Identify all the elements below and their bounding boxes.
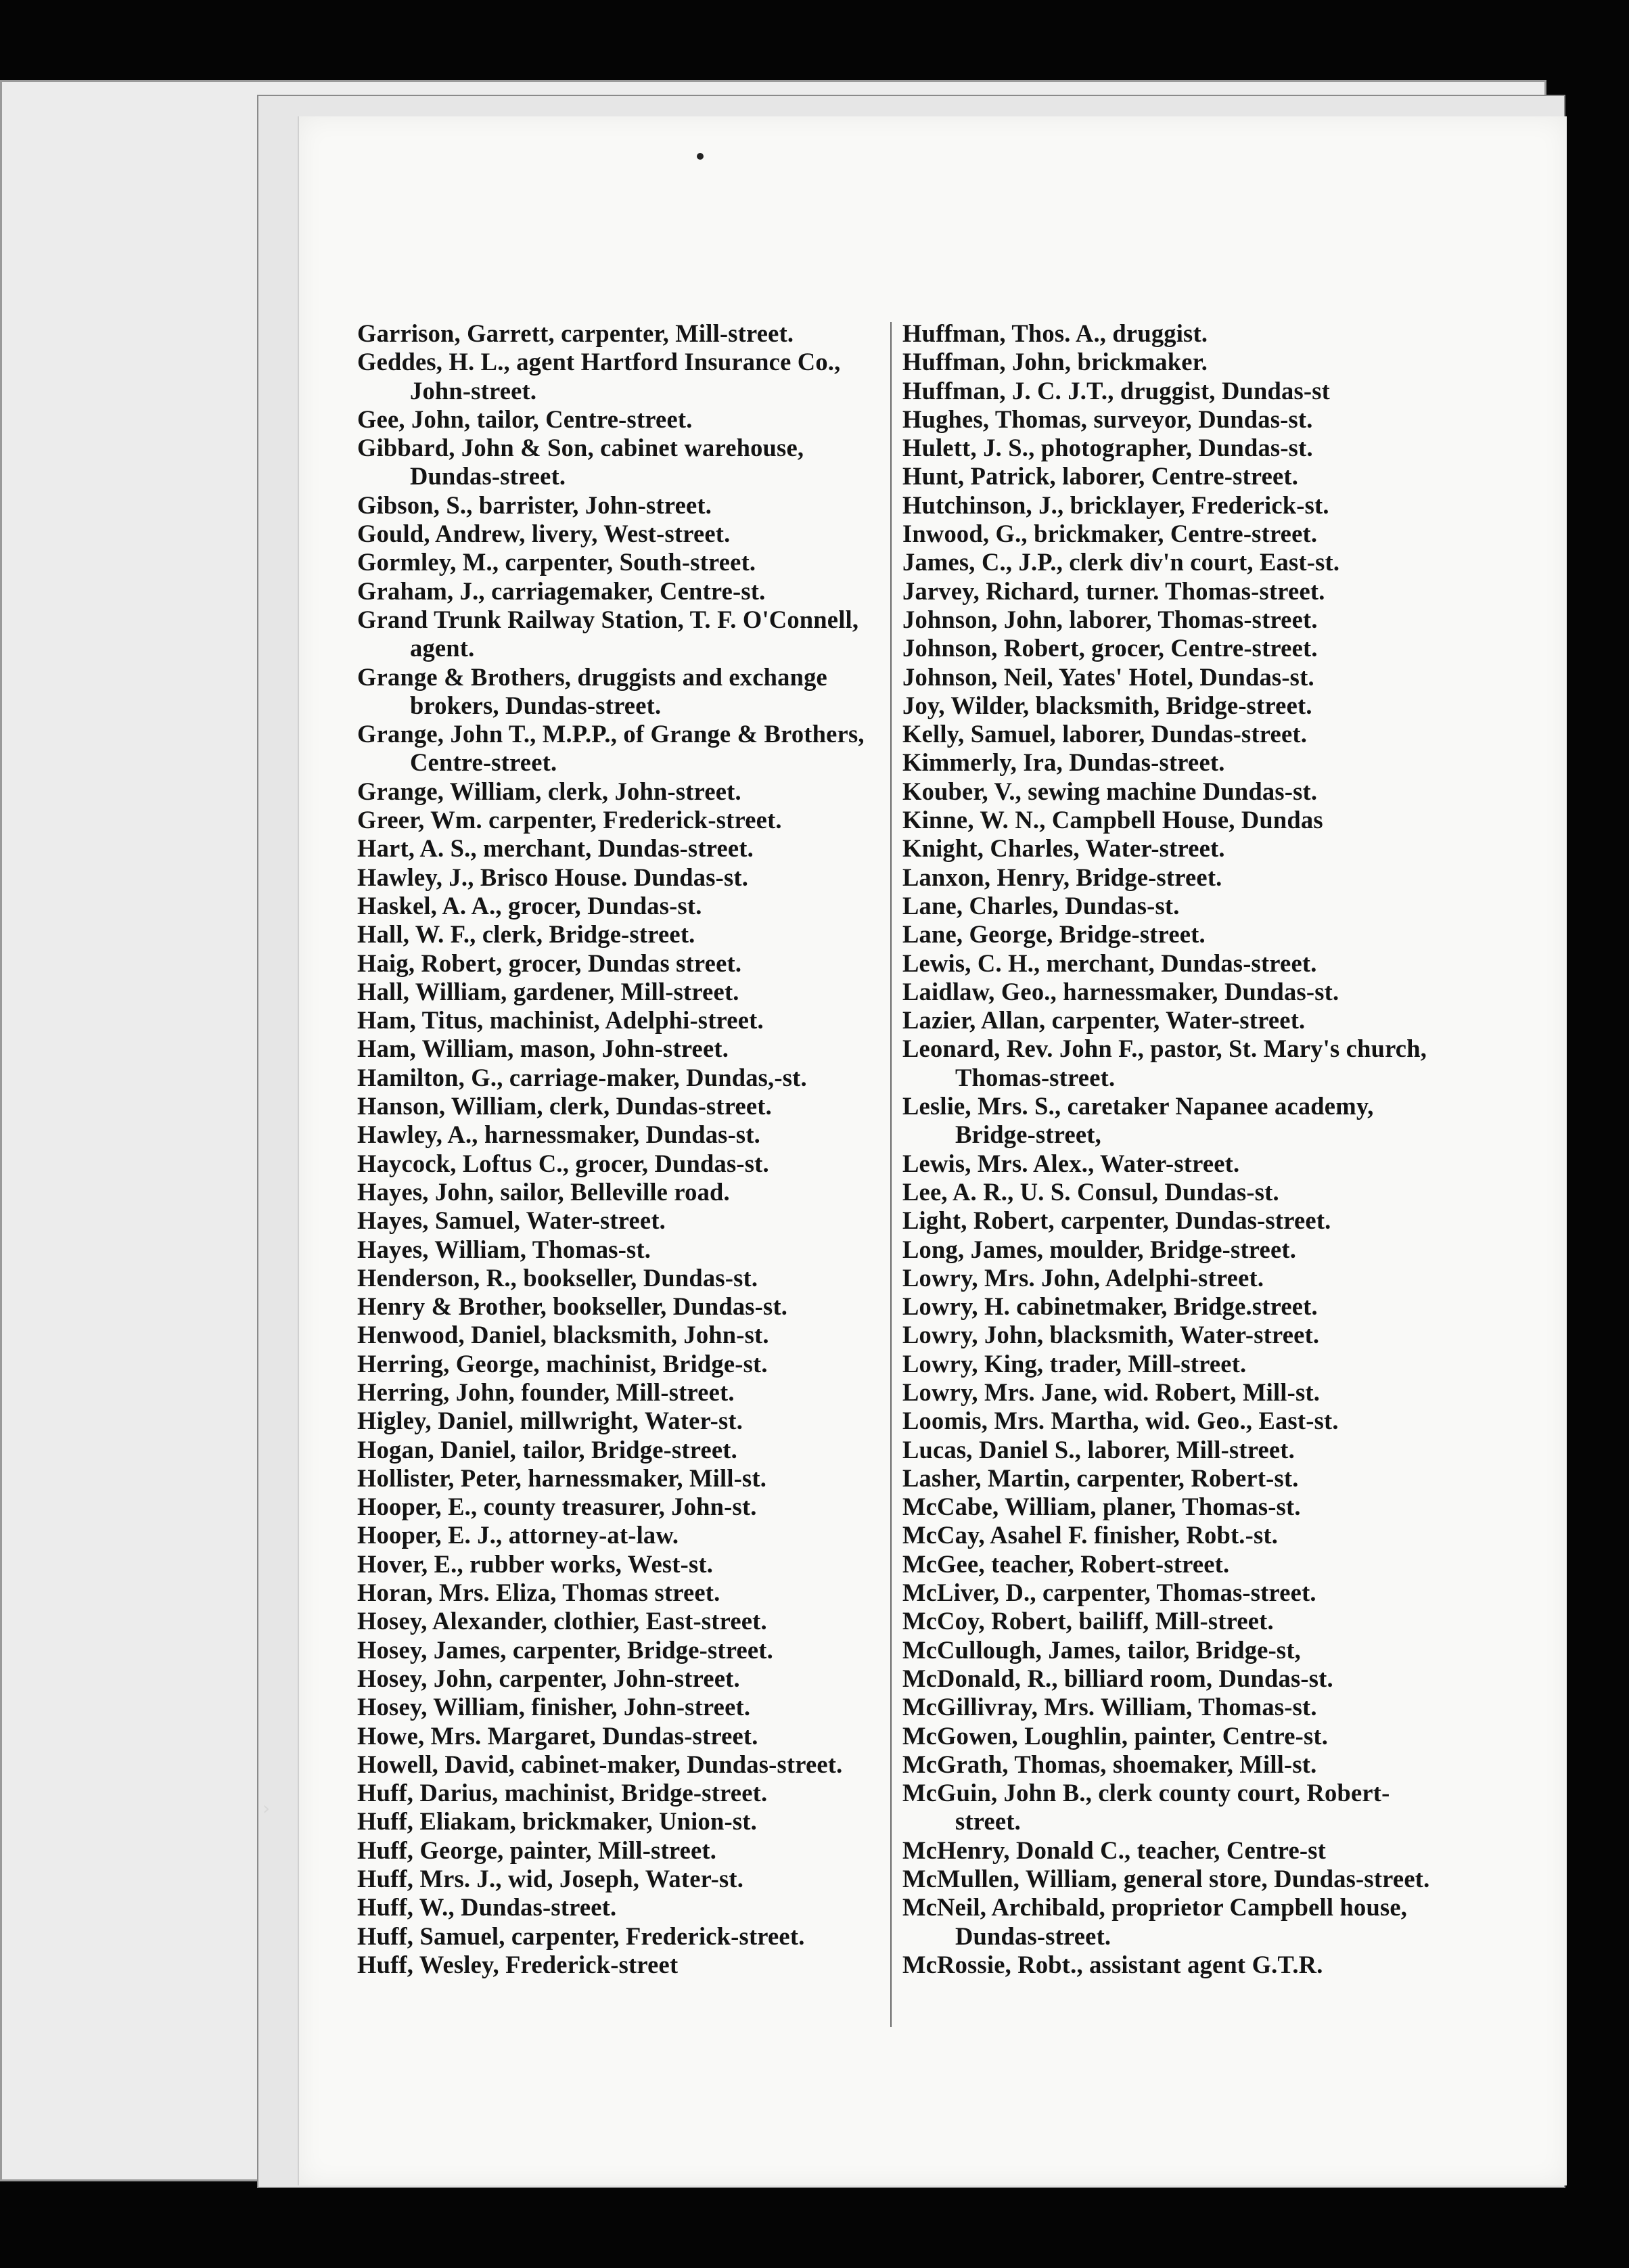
directory-entry: Hutchinson, J., bricklayer, Frederick-st. [902,491,1329,519]
directory-entry: Gee, John, tailor, Centre-street. [357,405,693,433]
directory-entry: Huffman, J. C. J.T., druggist, Dundas-st [902,376,1330,405]
directory-entry: Garrison, Garrett, carpenter, Mill-street. [357,319,794,347]
directory-entry: Lane, George, Bridge-street. [902,920,1206,949]
directory-entry: Johnson, Neil, Yates' Hotel, Dundas-st. [902,662,1314,691]
directory-entry: Henderson, R., bookseller, Dundas-st. [357,1263,758,1292]
directory-entry: Horan, Mrs. Eliza, Thomas street. [357,1579,720,1607]
directory-entry: Graham, J., carriagemaker, Centre-st. [357,576,766,605]
directory-entry: Lewis, C. H., merchant, Dundas-street. [902,949,1317,977]
directory-entry: Hosey, John, carpenter, John-street. [357,1664,740,1692]
directory-entry: Hanson, William, clerk, Dundas-street. [357,1092,772,1120]
directory-entry: Lowry, Mrs. Jane, wid. Robert, Mill-st. [902,1378,1321,1406]
directory-entry: Leslie, Mrs. S., caretaker Napanee academy, Bridge-street, [902,1092,1374,1149]
directory-entry: Haskel, A. A., grocer, Dundas-st. [357,891,702,920]
column-divider [890,322,892,2027]
directory-entry: Kimmerly, Ira, Dundas-street. [902,748,1225,777]
margin-mark: › [262,1797,271,1819]
directory-entry: McDonald, R., billiard room, Dundas-st. [902,1664,1333,1692]
directory-entry: Huffman, Thos. A., druggist. [902,319,1208,347]
directory-entry: Henwood, Daniel, blacksmith, John-st. [357,1321,769,1349]
directory-entry: Hayes, William, Thomas-st. [357,1235,651,1263]
directory-entry: Grange & Brothers, druggists and exchange brokers, Dundas-street. [357,662,827,719]
directory-entry: McCabe, William, planer, Thomas-st. [902,1493,1301,1521]
directory-entry: Huff, Wesley, Frederick-street [357,1950,679,1978]
ink-dot [697,153,704,160]
directory-entry: Grand Trunk Railway Station, T. F. O'Connell, agent. [357,605,859,662]
directory-entry: James, C., J.P., clerk div'n court, East-st. [902,548,1340,576]
directory-entry: McNeil, Archibald, proprietor Campbell house, Dundas-street. [902,1893,1408,1950]
directory-entry: McLiver, D., carpenter, Thomas-street. [902,1579,1316,1607]
directory-entry: Hover, E., rubber works, West-st. [357,1549,714,1578]
directory-entry: Grange, John T., M.P.P., of Grange & Brothers, Centre-street. [357,720,865,777]
directory-entry: Hooper, E., county treasurer, John-st. [357,1493,757,1521]
directory-entry: Greer, Wm. carpenter, Frederick-street. [357,806,782,834]
directory-entry: Lee, A. R., U. S. Consul, Dundas-st. [902,1177,1279,1206]
directory-entry: Hollister, Peter, harnessmaker, Mill-st. [357,1464,767,1492]
directory-entry: Hall, William, gardener, Mill-street. [357,977,739,1005]
directory-entry: Hawley, J., Brisco House. Dundas-st. [357,863,749,891]
directory-entry: Ham, Titus, machinist, Adelphi-street. [357,1006,764,1035]
directory-entry: Haycock, Loftus C., grocer, Dundas-st. [357,1149,769,1177]
directory-entry: Knight, Charles, Water-street. [902,834,1225,863]
directory-entry: Long, James, moulder, Bridge-street. [902,1235,1297,1263]
directory-entry: Hughes, Thomas, surveyor, Dundas-st. [902,405,1313,433]
directory-entry: Huff, Samuel, carpenter, Frederick-street. [357,1922,805,1950]
directory-entry: McGee, teacher, Robert-street. [902,1549,1230,1578]
directory-entry: Huffman, John, brickmaker. [902,348,1208,376]
directory-entry: Hawley, A., harnessmaker, Dundas-st. [357,1120,761,1149]
directory-entry: Herring, John, founder, Mill-street. [357,1378,735,1406]
directory-entry: Hosey, Alexander, clothier, East-street. [357,1607,767,1635]
directory-entry: Lasher, Martin, carpenter, Robert-st. [902,1464,1299,1492]
directory-entry: Hayes, John, sailor, Belleville road. [357,1177,730,1206]
directory-entry: Herring, George, machinist, Bridge-st. [357,1349,768,1378]
directory-entry: Hamilton, G., carriage-maker, Dundas,-st. [357,1063,807,1091]
directory-entry: Kouber, V., sewing machine Dundas-st. [902,777,1318,805]
directory-entry: Huff, Darius, machinist, Bridge-street. [357,1779,768,1807]
directory-entry: Haig, Robert, grocer, Dundas street. [357,949,742,977]
directory-entry: McRossie, Robt., assistant agent G.T.R. [902,1950,1323,1978]
directory-entry: Hart, A. S., merchant, Dundas-street. [357,834,754,863]
directory-entry: Jarvey, Richard, turner. Thomas-street. [902,576,1325,605]
directory-entry: McGillivray, Mrs. William, Thomas-st. [902,1693,1317,1721]
directory-entry: McHenry, Donald C., teacher, Centre-st [902,1836,1326,1864]
directory-entry: Hulett, J. S., photographer, Dundas-st. [902,434,1313,462]
directory-entry: McCoy, Robert, bailiff, Mill-street. [902,1607,1274,1635]
directory-entry: Huff, W., Dundas-street. [357,1893,617,1922]
directory-entry: Lowry, Mrs. John, Adelphi-street. [902,1263,1264,1292]
directory-entry: Hunt, Patrick, laborer, Centre-street. [902,462,1299,491]
directory-entry: Huff, Eliakam, brickmaker, Union-st. [357,1807,757,1836]
directory-entry: Johnson, John, laborer, Thomas-street. [902,605,1318,633]
directory-entry: Howell, David, cabinet-maker, Dundas-street. [357,1750,843,1778]
directory-entry: Howe, Mrs. Margaret, Dundas-street. [357,1721,758,1750]
directory-entry: Gibson, S., barrister, John-street. [357,491,712,519]
directory-entry: Hooper, E. J., attorney-at-law. [357,1521,679,1549]
directory-entry: Ham, William, mason, John-street. [357,1035,729,1063]
directory-entry: McGuin, John B., clerk county court, Robert-street. [902,1779,1390,1836]
directory-entry: Hosey, James, carpenter, Bridge-street. [357,1635,773,1664]
directory-entry: Gibbard, John & Son, cabinet warehouse, Dundas-street. [357,434,804,491]
directory-entry: Hogan, Daniel, tailor, Bridge-street. [357,1435,737,1464]
directory-entry: Lewis, Mrs. Alex., Water-street. [902,1149,1240,1177]
directory-entry: Lowry, John, blacksmith, Water-street. [902,1321,1320,1349]
directory-entry: Grange, William, clerk, John-street. [357,777,741,805]
directory-entry: McGowen, Loughlin, painter, Centre-st. [902,1721,1329,1750]
directory-entry: Hayes, Samuel, Water-street. [357,1206,666,1235]
directory-entry: Henry & Brother, bookseller, Dundas-st. [357,1292,788,1321]
directory-entry: Hall, W. F., clerk, Bridge-street. [357,920,695,949]
directory-entry: Loomis, Mrs. Martha, wid. Geo., East-st. [902,1407,1339,1435]
directory-entry: Leonard, Rev. John F., pastor, St. Mary's church, Thomas-street. [902,1035,1427,1091]
directory-entry: Kelly, Samuel, laborer, Dundas-street. [902,720,1308,748]
directory-entry: Laidlaw, Geo., harnessmaker, Dundas-st. [902,977,1339,1005]
directory-entry: Huff, George, painter, Mill-street. [357,1836,717,1864]
directory-entry: Hosey, William, finisher, John-street. [357,1693,751,1721]
directory-entry: Lucas, Daniel S., laborer, Mill-street. [902,1435,1295,1464]
left-directory-column [357,319,885,1979]
directory-entry: Gould, Andrew, livery, West-street. [357,520,731,548]
directory-entry: McGrath, Thomas, shoemaker, Mill-st. [902,1750,1317,1778]
directory-entry: Gormley, M., carpenter, South-street. [357,548,756,576]
directory-entry: Lazier, Allan, carpenter, Water-street. [902,1006,1306,1035]
directory-entry: Lowry, King, trader, Mill-street. [902,1349,1247,1378]
right-directory-column [902,319,1444,1979]
directory-entry: Lowry, H. cabinetmaker, Bridge.street. [902,1292,1318,1321]
directory-entry: Huff, Mrs. J., wid, Joseph, Water-st. [357,1865,744,1893]
directory-entry: Inwood, G., brickmaker, Centre-street. [902,520,1318,548]
directory-entry: Johnson, Robert, grocer, Centre-street. [902,634,1318,662]
directory-entry: McMullen, William, general store, Dundas-street. [902,1865,1430,1893]
directory-entry: McCay, Asahel F. finisher, Robt.-st. [902,1521,1279,1549]
directory-entry: Lane, Charles, Dundas-st. [902,891,1180,920]
directory-entry: McCullough, James, tailor, Bridge-st, [902,1635,1302,1664]
directory-entry: Lanxon, Henry, Bridge-street. [902,863,1222,891]
directory-entry: Light, Robert, carpenter, Dundas-street. [902,1206,1331,1235]
directory-entry: Higley, Daniel, millwright, Water-st. [357,1407,743,1435]
directory-entry: Geddes, H. L., agent Hartford Insurance Co., John-street. [357,348,841,405]
directory-entry: Kinne, W. N., Campbell House, Dundas [902,806,1323,834]
directory-entry: Joy, Wilder, blacksmith, Bridge-street. [902,691,1312,719]
